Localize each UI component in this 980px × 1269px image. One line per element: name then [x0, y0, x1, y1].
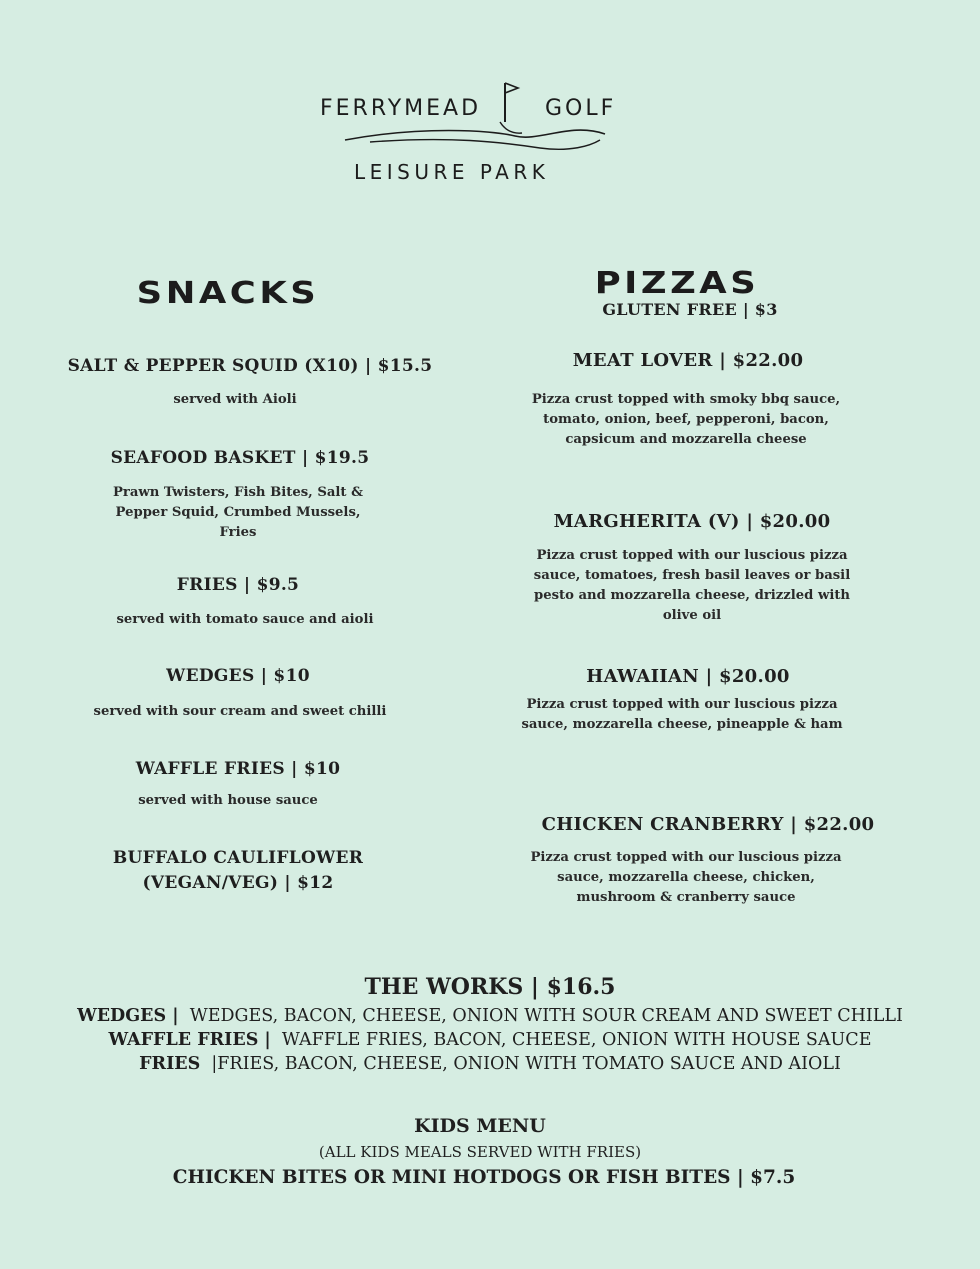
kids-items: CHICKEN BITES OR MINI HOTDOGS OR FISH BITES | $7.5 [172, 1167, 796, 1188]
pizza-item-title: CHICKEN CRANBERRY | $22.00 [541, 814, 875, 835]
works-line-text: |FRIES, BACON, CHEESE, ONION WITH TOMATO SAUCE AND AIOLI [200, 1054, 841, 1074]
snack-item-desc: served with sour cream and sweet chilli [93, 704, 387, 719]
works-line-text: WAFFLE FRIES, BACON, CHEESE, ONION WITH HOUSE SAUCE [270, 1030, 872, 1050]
works-title: THE WORKS | $16.5 [364, 974, 616, 1000]
pizza-item-desc: Pizza crust topped with our luscious pizza sauce, mozzarella cheese, pineapple & ham [521, 697, 843, 732]
works-line [0, 1006, 980, 1026]
logo-line1 [320, 96, 620, 121]
pizza-item-title: MEAT LOVER | $22.00 [572, 350, 804, 371]
logo-ferrymead: FERRYMEAD [320, 96, 482, 121]
pizzas-title: PIZZAS [594, 266, 760, 301]
snack-item-title: FRIES | $9.5 [176, 575, 300, 595]
pizza-item-desc: Pizza crust topped with our luscious pizza sauce, mozzarella cheese, chicken, mushroom & cranberry sauce [530, 850, 842, 905]
works-line-label: WEDGES | [77, 1006, 179, 1026]
snack-item-desc: Prawn Twisters, Fish Bites, Salt & Pepper Squid, Crumbed Mussels, Fries [112, 485, 363, 540]
kids-subtitle: (ALL KIDS MEALS SERVED WITH FRIES) [318, 1143, 642, 1161]
snack-item-title: BUFFALO CAULIFLOWER [112, 848, 364, 868]
works-line-label: WAFFLE FRIES | [108, 1030, 271, 1050]
works-line [0, 1054, 980, 1074]
pizza-item-title: MARGHERITA (V) | $20.00 [553, 511, 831, 532]
snack-item-title: (VEGAN/VEG) | $12 [142, 873, 334, 893]
snack-item-desc: served with Aioli [173, 392, 297, 407]
kids-title: KIDS MENU [414, 1115, 546, 1137]
snack-item-desc: served with tomato sauce and aioli [116, 612, 374, 627]
snack-item-title: WEDGES | $10 [166, 666, 310, 686]
works-line [0, 1030, 980, 1050]
works-line-label: FRIES [139, 1054, 201, 1074]
logo [300, 78, 630, 188]
pizza-item-desc: Pizza crust topped with our luscious pizza sauce, tomatoes, fresh basil leaves or basil pesto and mozzarella cheese, drizzled with olive oil [533, 548, 851, 623]
pizza-item-desc: Pizza crust topped with smoky bbq sauce, tomato, onion, beef, pepperoni, bacon, capsicum and mozzarella cheese [531, 392, 841, 447]
works-line-text: WEDGES, BACON, CHEESE, ONION WITH SOUR CREAM AND SWEET CHILLI [178, 1006, 903, 1026]
snack-item-title: WAFFLE FRIES | $10 [135, 759, 341, 779]
snacks-title: SNACKS [136, 276, 320, 311]
pizzas-subtitle: GLUTEN FREE | $3 [602, 300, 778, 319]
logo-golf: GOLF [545, 96, 617, 121]
snack-item-title: SALT & PEPPER SQUID (X10) | $15.5 [67, 356, 433, 376]
pizza-item-title: HAWAIIAN | $20.00 [586, 666, 790, 687]
snack-item-title: SEAFOOD BASKET | $19.5 [110, 448, 370, 468]
logo-leisure-park: LEISURE PARK [354, 160, 550, 184]
snack-item-desc: served with house sauce [138, 793, 318, 808]
